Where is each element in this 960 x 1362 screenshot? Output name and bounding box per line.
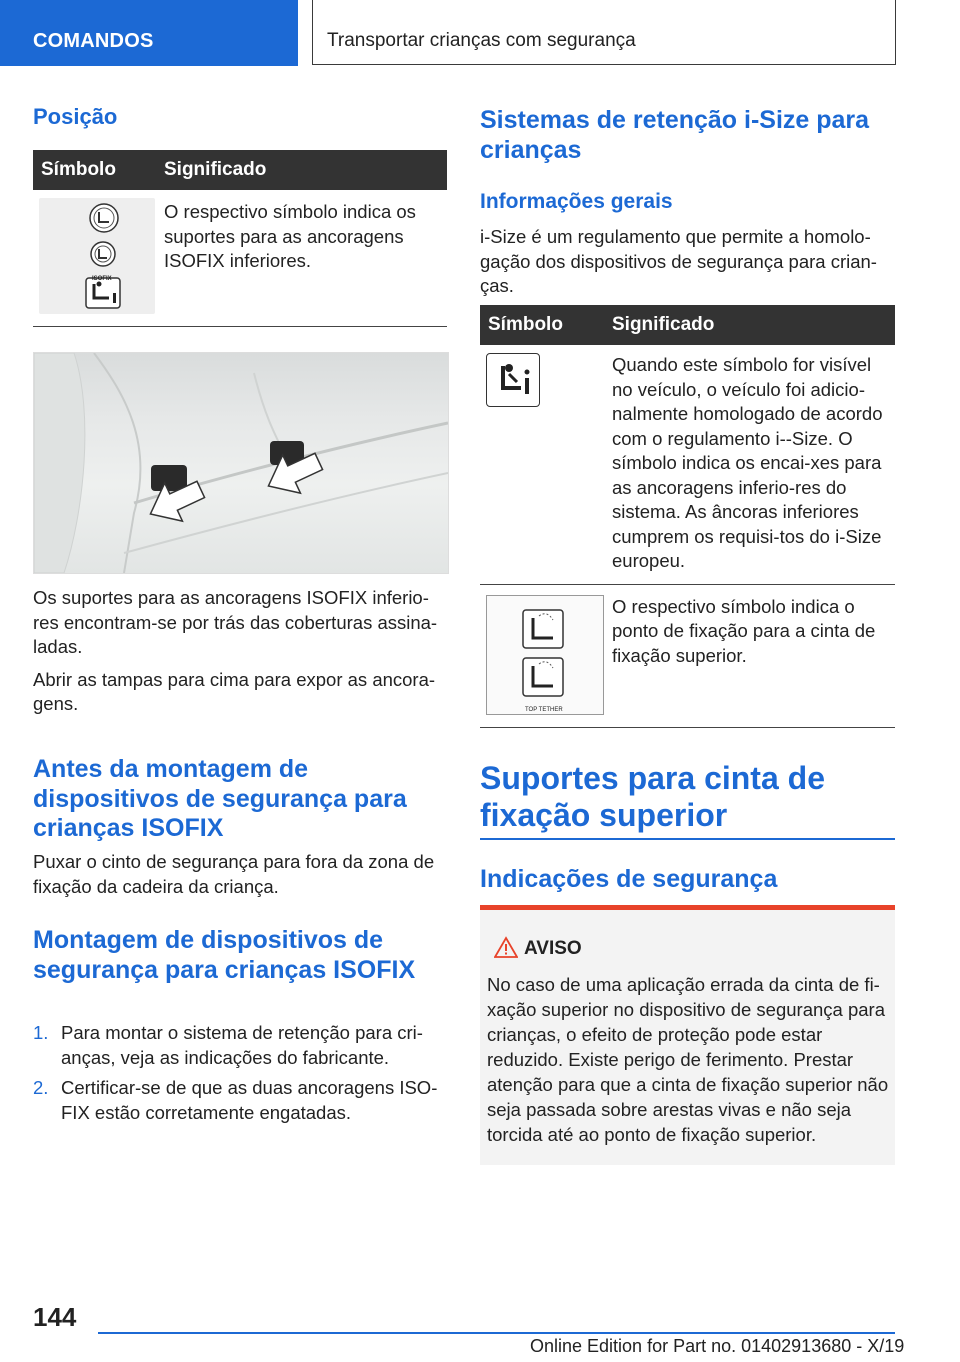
open-covers-text: Abrir as tampas para cima para expor as ancora-gens.	[33, 668, 436, 714]
isofix-icon-group	[39, 198, 155, 314]
isofix-meaning-text: O respectivo símbolo indica os suportes para as ancoragens ISOFIX inferiores.	[156, 190, 447, 327]
section-tab	[0, 0, 298, 66]
info-text: i-Size é um regulamento que permite a homolo-gação dos dispositivos de segurança para crian-ças.	[480, 226, 877, 296]
info-heading: Informações gerais	[480, 190, 673, 213]
warning-triangle-icon	[494, 936, 518, 958]
posicao-heading: Posição	[33, 104, 118, 129]
top-tether-icon	[487, 596, 603, 714]
isofix-seat-icon	[39, 198, 155, 314]
chapter-title: Transportar crianças com segurança	[327, 30, 636, 51]
warning-title: AVISO	[524, 938, 582, 959]
footer-edition: Online Edition for Part no. 01402913680 - X/19	[530, 1336, 905, 1356]
table-header-symbol: Símbolo	[33, 150, 156, 190]
isofix-seat-photo	[33, 352, 449, 574]
isofix-location-text: Os suportes para as ancoragens ISOFIX inferio-res encontram-se por trás das coberturas assina-ladas.	[33, 587, 438, 657]
list-item: 2. Certificar-se de que as duas ancoragens ISO-FIX estão corretamente engatadas.	[33, 1077, 438, 1123]
warning-box	[480, 905, 895, 1165]
isize-symbol-table	[480, 305, 895, 728]
section-label: COMANDOS	[33, 30, 154, 52]
isofix-symbol-table	[33, 150, 447, 327]
table-header-meaning: Significado	[156, 150, 447, 190]
top-tether-label: TOP TETHER	[525, 706, 563, 713]
suportes-heading: Suportes para cinta de fixação superior	[480, 760, 825, 833]
isize-meaning-text: Quando este símbolo for visível no veículo, o veículo foi adicio-nalmente homologado de acordo com o regulamento i--Size. O símbolo indica os encai-xes para as ancoragens inferio-res do sistema. As âncoras inferiores cumprem os requisi-tos do i-Size europeu.	[604, 345, 895, 584]
table-header-meaning: Significado	[604, 305, 895, 345]
top-tether-icon-group	[486, 595, 604, 715]
indicacoes-heading: Indicações de segurança	[480, 865, 778, 893]
antes-heading: Antes da montagem de dispositivos de segurança para crianças ISOFIX	[33, 755, 407, 842]
page-number: 144	[33, 1302, 77, 1332]
heading-divider	[480, 838, 895, 840]
warning-text: No caso de uma aplicação errada da cinta de fi-xação superior no dispositivo de segurança para crianças, o efeito de proteção pode estar reduzido. Existe perigo de ferimento. Prestar atenção para que a cinta de fixação superior não seja passada sobre arestas vivas e não seja torcida até ao ponto de fixação superior.	[487, 974, 889, 1145]
isize-icon	[486, 353, 540, 407]
isofix-label: ISOFIX	[92, 276, 112, 282]
top-tether-meaning-text: O respectivo símbolo indica o ponto de fixação para a cinta de fixação superior.	[604, 584, 895, 727]
chapter-header	[312, 0, 896, 65]
footer-divider	[98, 1332, 895, 1334]
isize-heading: Sistemas de retenção i-Size para crianças	[480, 106, 870, 164]
montagem-heading: Montagem de dispositivos de segurança para crianças ISOFIX	[33, 926, 416, 984]
antes-text: Puxar o cinto de segurança para fora da zona de fixação da cadeira da criança.	[33, 851, 435, 897]
table-header-symbol: Símbolo	[480, 305, 604, 345]
steps-list	[33, 1021, 448, 1131]
seat-illustration	[34, 353, 448, 573]
list-item: 1. Para montar o sistema de retenção para cri-anças, veja as indicações do fabricante.	[33, 1022, 423, 1068]
